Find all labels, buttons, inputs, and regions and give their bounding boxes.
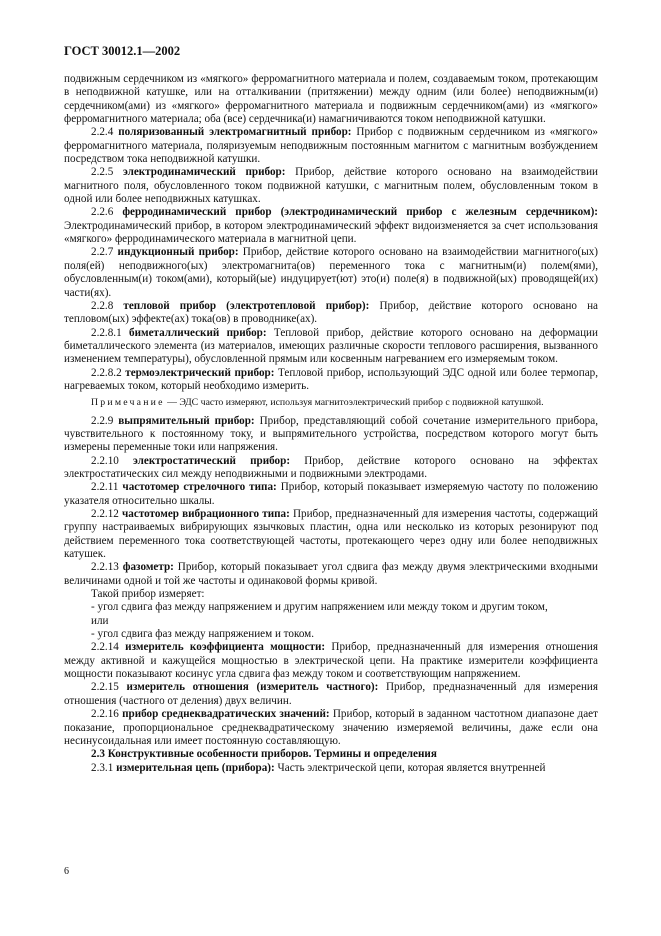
definition-text: Прибор, который в заданном частотном диапазоне дает показание, пропорциональное среднеквадратическому значению измеряемой величины, даже если она несинусоидальная или имеет постоянную составляющую.: [64, 708, 598, 747]
note-text: — ЭДС часто измеряют, используя магнитоэлектрический прибор с подвижной катушкой.: [164, 397, 544, 409]
definition-text: Прибор, предназначенный для измерения отношения (частного от деления) двух величин.: [64, 681, 598, 707]
definition-text: Прибор с подвижным сердечником из «мягкого» ферромагнитного материала, поляризуемым неподвижным постоянным магнитом с магнитным возбуждением посредством тока неподвижной катушки.: [64, 126, 598, 166]
clause-number: 2.2.8: [91, 299, 114, 312]
definition-text: Прибор, действие которого основано на взаимодействии магнитного поля, обусловленного током подвижной катушки, с магнитным полем, обусловленным током в одной или более неподвижных катушках.: [64, 166, 598, 206]
clause-number: 2.2.14: [91, 641, 119, 654]
definition-2-2-12: [64, 508, 598, 561]
definition-text: Прибор, который показывает угол сдвига фаз между двумя электрическими входными величинами одной и той же частоты и одинаковой формы кривой.: [64, 561, 598, 587]
definition-2-2-5: [64, 166, 598, 206]
term: поляризованный электромагнитный прибор:: [118, 126, 352, 139]
definition-2-2-7: [64, 246, 598, 299]
term: частотомер стрелочного типа:: [122, 481, 277, 494]
term: электродинамический прибор:: [122, 166, 286, 179]
document-header: ГОСТ 30012.1—2002: [64, 44, 181, 58]
clause-number: 2.2.11: [91, 481, 119, 494]
term: термоэлектрический прибор:: [125, 366, 275, 379]
clause-number: 2.2.10: [91, 454, 119, 467]
definition-text: Прибор, представляющий собой сочетание измерительного прибора, чувствительного к постоянному току, и выпрямительного устройства, посредством которого могут быть измерены переменные токи или напряжения.: [64, 414, 598, 454]
term: измеритель отношения (измеритель частного):: [126, 681, 379, 694]
definition-text: Прибор, который показывает измеряемую частоту по положению указателя относительно шкалы.: [64, 481, 598, 507]
clause-number: 2.2.12: [91, 508, 119, 520]
definition-2-2-15: [64, 681, 598, 708]
definition-2-2-6: [64, 206, 598, 246]
definition-2-2-11: [64, 481, 598, 508]
term: фазометр:: [122, 561, 174, 574]
definition-text: Прибор, предназначенный для измерения частоты, содержащий группу настраиваемых вибрирующих язычковых пластин, одна или несколько из которых резонируют под действием переменного тока соответствующей частоты, протекающего через одну или более неподвижных катушек.: [64, 508, 598, 561]
clause-number: 2.2.9: [91, 414, 114, 427]
definition-text: Тепловой прибор, использующий ЭДС одной или более термопар, нагреваемых током, который необходимо измерить.: [64, 366, 599, 392]
definition-2-2-4: [64, 126, 598, 166]
list-conjunction: или: [91, 614, 109, 627]
term: биметаллический прибор:: [129, 326, 267, 339]
term: выпрямительный прибор:: [118, 414, 255, 427]
clause-number: 2.2.5: [91, 166, 114, 179]
term: частотомер вибрационного типа:: [122, 508, 290, 520]
clause-number: 2.2.7: [91, 246, 114, 259]
term: ферродинамический прибор (электродинамический прибор с железным сердечником):: [122, 206, 598, 219]
section-title: 2.3 Конструктивные особенности приборов. Термины и определения: [91, 748, 437, 761]
page-number: 6: [64, 866, 69, 877]
document-page: [64, 44, 598, 775]
note-label: Примечание: [91, 397, 165, 409]
list-item: - угол сдвига фаз между напряжением и другим напряжением или между током и другим током,: [91, 601, 548, 614]
definition-text: Прибор, действие которого основано на взаимодействии магнитного(ых) поля(ей) неподвижного(ых) электромагнита(ов) переменного тока с магнитным(и) полем(ями), обусловленным(и) током(ами), который(ые) индуцирует(ют) это(и) поле(я) в подвижной(ых) проводящей(их) части(ях).: [64, 246, 598, 299]
clause-number: 2.2.6: [91, 206, 114, 219]
definition-text: Прибор, действие которого основано на тепловом(ых) эффекте(ах) тока(ов) в проводнике(ах).: [64, 299, 598, 326]
clause-number: 2.2.15: [91, 681, 119, 694]
definition-2-2-13: [64, 561, 598, 588]
definition-2-2-16: [64, 708, 598, 748]
intro-paragraph: подвижным сердечником из «мягкого» ферромагнитного материала и полем, создаваемым током, протекающим в неподвижной катушке, или на отталкивании (притяжении) между одним (или более) неподвижным(и) сердечником(ами) из «мягкого» ферромагнитного материала и подвижным сердечником(ами) из «мягкого» ферромагнитного материала; оба (все) сердечника(и) намагничиваются током неподвижной катушки.: [64, 73, 598, 126]
definition-text: Тепловой прибор, действие которого основано на деформации биметаллического элемента (из материалов, имеющих различные скорости теплового расширения, вызванного изменением температуры), обусловленной прямым или косвенным нагреванием его измеряемым током.: [64, 326, 598, 366]
note: [64, 396, 598, 409]
list-item: - угол сдвига фаз между напряжением и током.: [91, 628, 315, 641]
clause-number: 2.2.13: [91, 561, 119, 574]
clause-number: 2.2.16: [91, 708, 119, 721]
definition-2-2-8-1: [64, 327, 598, 367]
term: измерительная цепь (прибора):: [116, 761, 275, 774]
definition-2-2-8-2: [64, 367, 598, 394]
measures-intro: Такой прибор измеряет:: [91, 588, 205, 601]
definition-text: Электродинамический прибор, в котором электродинамический эффект видоизменяется за счет использования «мягкого» ферродинамического материала в магнитной цепи.: [64, 219, 598, 246]
definition-2-2-8: [64, 300, 598, 327]
clause-number: 2.2.4: [91, 126, 114, 139]
term: индукционный прибор:: [117, 246, 239, 259]
term: электростатический прибор:: [133, 454, 291, 467]
definition-2-2-9: [64, 415, 598, 455]
clause-number: 2.2.8.1: [91, 326, 122, 339]
term: измеритель коэффициента мощности:: [125, 641, 326, 654]
definition-text: Часть электрической цепи, которая является внутренней: [274, 761, 546, 774]
term: прибор среднеквадратических значений:: [122, 708, 330, 721]
definition-2-2-10: [64, 455, 598, 482]
term: тепловой прибор (электротепловой прибор):: [123, 299, 370, 312]
definition-2-3-1: [64, 762, 598, 775]
definition-2-2-14: [64, 641, 598, 681]
definition-text: Прибор, предназначенный для измерения отношения между активной и кажущейся мощностью в электрической цепи. На практике измерители коэффициента мощности показывают косинус угла сдвига фаз между током и соответствующим напряжением.: [64, 641, 598, 681]
definition-text: Прибор, действие которого основано на эффектах электростатических сил между неподвижными и подвижными электродами.: [64, 454, 598, 480]
clause-number: 2.2.8.2: [91, 366, 122, 379]
clause-number: 2.3.1: [91, 761, 114, 774]
